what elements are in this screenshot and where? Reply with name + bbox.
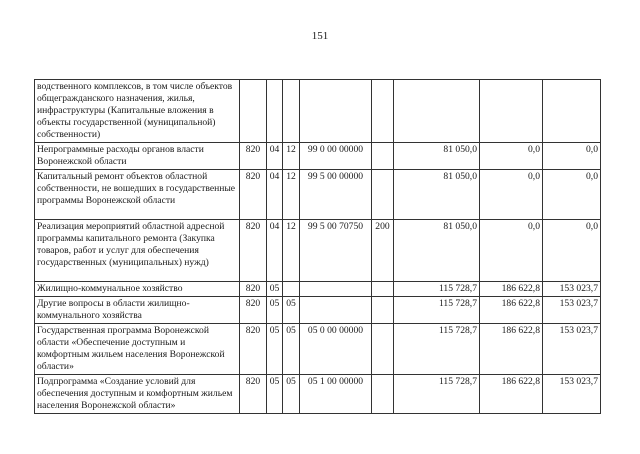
row-value-2	[480, 80, 543, 143]
row-name: Реализация мероприятий областной адресной программы капитального ремонта (Закупка товаров, работ и услуг для обеспечения государственных (муниципальных) нужд)	[35, 220, 240, 282]
row-rz: 04	[267, 220, 283, 282]
row-pr: 12	[283, 220, 300, 282]
row-cs: 99 0 00 00000	[300, 143, 372, 170]
row-name: Другие вопросы в области жилищно-коммунального хозяйства	[35, 297, 240, 324]
row-name: водственного комплексов, в том числе объектов общегражданского назначения, жилья, инфраструктуры (Капитальные вложения в объекты государственной (муниципальной) собственности)	[35, 80, 240, 143]
row-cs: 05 0 00 00000	[300, 324, 372, 375]
row-cs: 99 5 00 00000	[300, 170, 372, 220]
budget-table	[34, 79, 601, 414]
row-vr	[372, 170, 394, 220]
table-row	[35, 80, 601, 143]
row-value-3: 153 023,7	[543, 375, 601, 414]
row-gr: 820	[240, 220, 267, 282]
row-value-1	[394, 80, 480, 143]
row-gr: 820	[240, 282, 267, 297]
row-value-2: 186 622,8	[480, 375, 543, 414]
row-vr: 200	[372, 220, 394, 282]
row-value-3: 0,0	[543, 170, 601, 220]
row-value-1: 81 050,0	[394, 170, 480, 220]
row-rz: 05	[267, 375, 283, 414]
row-value-1: 115 728,7	[394, 297, 480, 324]
row-value-3	[543, 80, 601, 143]
row-value-3: 153 023,7	[543, 324, 601, 375]
row-cs	[300, 282, 372, 297]
row-value-3: 0,0	[543, 143, 601, 170]
row-pr	[283, 282, 300, 297]
row-rz: 04	[267, 143, 283, 170]
row-rz: 05	[267, 297, 283, 324]
row-vr	[372, 297, 394, 324]
row-value-1: 115 728,7	[394, 282, 480, 297]
row-value-1: 115 728,7	[394, 324, 480, 375]
row-value-1: 115 728,7	[394, 375, 480, 414]
row-name: Государственная программа Воронежской области «Обеспечение доступным и комфортным жильем населения Воронежской области»	[35, 324, 240, 375]
table-row	[35, 282, 601, 297]
row-vr	[372, 375, 394, 414]
row-value-2: 186 622,8	[480, 297, 543, 324]
row-cs	[300, 80, 372, 143]
row-value-1: 81 050,0	[394, 220, 480, 282]
row-value-2: 186 622,8	[480, 324, 543, 375]
row-gr: 820	[240, 170, 267, 220]
row-gr: 820	[240, 375, 267, 414]
row-cs: 99 5 00 70750	[300, 220, 372, 282]
row-gr: 820	[240, 324, 267, 375]
row-pr	[283, 80, 300, 143]
row-name: Подпрограмма «Создание условий для обеспечения доступным и комфортным жильем населения Воронежской области»	[35, 375, 240, 414]
row-rz: 05	[267, 282, 283, 297]
row-value-3: 153 023,7	[543, 297, 601, 324]
row-value-2: 0,0	[480, 220, 543, 282]
row-vr	[372, 143, 394, 170]
row-name: Жилищно-коммунальное хозяйство	[35, 282, 240, 297]
row-value-3: 153 023,7	[543, 282, 601, 297]
row-rz: 04	[267, 170, 283, 220]
row-value-2: 0,0	[480, 143, 543, 170]
row-cs	[300, 297, 372, 324]
row-cs: 05 1 00 00000	[300, 375, 372, 414]
row-pr: 05	[283, 324, 300, 375]
row-value-2: 186 622,8	[480, 282, 543, 297]
row-gr: 820	[240, 143, 267, 170]
row-value-3: 0,0	[543, 220, 601, 282]
row-pr: 12	[283, 143, 300, 170]
row-pr: 12	[283, 170, 300, 220]
row-gr: 820	[240, 297, 267, 324]
table-row	[35, 143, 601, 170]
row-name: Непрограммные расходы органов власти Воронежской области	[35, 143, 240, 170]
table-row	[35, 220, 601, 282]
row-name: Капитальный ремонт объектов областной собственности, не вошедших в государственные программы Воронежской области	[35, 170, 240, 220]
row-value-1: 81 050,0	[394, 143, 480, 170]
row-value-2: 0,0	[480, 170, 543, 220]
page-number: 151	[311, 30, 329, 42]
row-vr	[372, 80, 394, 143]
row-pr: 05	[283, 297, 300, 324]
row-vr	[372, 282, 394, 297]
row-rz	[267, 80, 283, 143]
table-row	[35, 324, 601, 375]
row-vr	[372, 324, 394, 375]
row-gr	[240, 80, 267, 143]
row-rz: 05	[267, 324, 283, 375]
table-row	[35, 297, 601, 324]
table-row	[35, 170, 601, 220]
row-pr: 05	[283, 375, 300, 414]
table-row	[35, 375, 601, 414]
